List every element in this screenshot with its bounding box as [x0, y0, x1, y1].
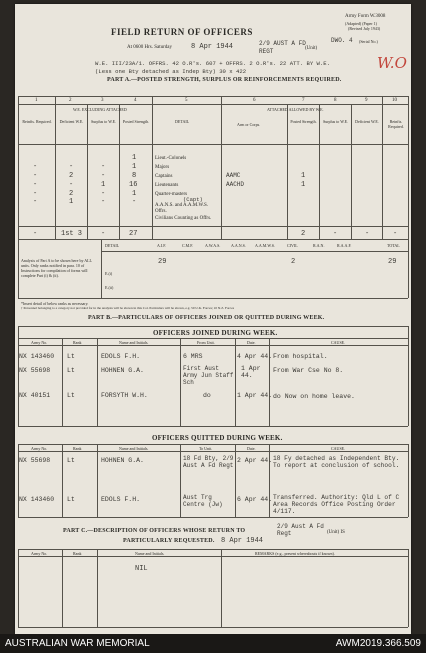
analysis-aif-value: 29 [158, 258, 167, 266]
note-2: † Personnel belonging to a category not provided for in the analysis will be shown in this Col. Particulars will be shown, e.g. 50 U.K. Forces; 10 N.Z. Forces [21, 306, 235, 310]
quitted-army-no: NX 55698 [19, 457, 51, 464]
deficient-value: 1 [69, 198, 74, 206]
col-head: Surplus to W.E. [90, 119, 117, 124]
total-att-surplus: - [333, 230, 338, 238]
surplus-value: - [101, 190, 106, 198]
col-head: Posted Strength. [290, 119, 317, 124]
unit-typed: 2/9 AUST A FD REGT [259, 40, 306, 55]
arm-corps-value: AAMC [226, 172, 241, 179]
col-number: 10 [392, 98, 397, 103]
total-att-reinf: - [393, 230, 398, 238]
form-title: FIELD RETURN OF OFFICERS [111, 27, 253, 37]
joined-col-head: Army No. [31, 340, 48, 345]
col-number: 9 [365, 98, 368, 103]
reinf-value: - [33, 190, 38, 198]
col-number: 2 [69, 98, 72, 103]
group-left-header: W.E. EXCLUDING ATTACHED [73, 107, 127, 112]
analysis-total-value: 29 [388, 258, 397, 266]
posted-value: 8 [132, 172, 137, 180]
part-b-title: PART B.—PARTICULARS OF OFFICERS JOINED OR QUITTED DURING WEEK. [88, 315, 325, 321]
joined-col-head: From Unit. [197, 340, 215, 345]
part-c-nil: NIL [135, 565, 148, 573]
joined-rank: Lt [67, 392, 75, 399]
col-head: Arm or Corps. [237, 122, 261, 127]
col-number: 8 [334, 98, 337, 103]
total-surplus: - [101, 230, 106, 238]
col-number: 6 [253, 98, 256, 103]
part-c-col-head: Name and Initials. [135, 551, 165, 556]
detail-aans: A.A.N.S. and A.A.M.W.S. Offrs. [155, 203, 209, 214]
analysis-label: Analysis of Part A to be shown here by ALL units. Only ranks notified in para. 10 of Instructions for compilation of forms will complete Part (i) & (ii). [21, 258, 92, 278]
total-deficient: 1st 3 [61, 230, 83, 238]
posted-value: 16 [129, 181, 138, 189]
joined-title: OFFICERS JOINED DURING WEEK. [153, 329, 278, 337]
deficient-value: 2 [69, 172, 74, 180]
footer-bar [0, 634, 426, 653]
analysis-row: E.(i) [105, 271, 113, 276]
joined-army-no: NX 143460 [19, 353, 55, 360]
col-head: Reinfts. Required. [22, 119, 52, 124]
detail-captains: Captains [155, 174, 173, 179]
joined-col-head: Date. [247, 340, 256, 345]
col-head: Surplus to W.E. [322, 119, 349, 124]
quitted-col-head: CAUSE. [331, 446, 346, 451]
quitted-col-head: Rank [73, 446, 82, 451]
analysis-head: A.A.M.W.S. [255, 243, 275, 248]
detail-quartermasters: Quarter-masters [155, 192, 188, 197]
deficient-value: - [69, 181, 74, 189]
deficient-value: - [69, 163, 74, 171]
deficient-value: 2 [69, 190, 74, 198]
unit-label: (Unit) [305, 46, 318, 51]
analysis-head: R.A.A.F. [337, 243, 352, 248]
surplus-value: - [101, 198, 106, 206]
total-att-posted: 2 [301, 230, 306, 238]
footer-accession: AWM2019.366.509 [335, 638, 421, 649]
analysis-civil-value: 2 [291, 258, 296, 266]
quitted-cause: 18 Fy detached as Independent Bty. To report at conclusion of school. [273, 455, 400, 469]
quitted-to: Aust Trg Centre (Jw) [183, 494, 223, 508]
joined-rank: Lt [67, 367, 75, 374]
group-right-header: ATTACHED ALLOWED BY W.E. [267, 107, 324, 112]
joined-date: 1 Apr 44. [241, 365, 261, 379]
quitted-col-head: Date. [247, 446, 256, 451]
analysis-head: TOTAL [387, 243, 400, 248]
quitted-to: 18 Fd Bty, 2/9 Aust A Fd Regt [183, 455, 234, 469]
analysis-head: R.A.N. [313, 243, 325, 248]
part-a-title: PART A.—POSTED STRENGTH, SURPLUS OR REINFORCEMENTS REQUIRED. [107, 77, 342, 83]
joined-from: 6 MRS [183, 353, 203, 360]
serial-label: (Serial No.) [359, 39, 378, 44]
joined-rank: Lt [67, 353, 75, 360]
col-head: DETAIL [175, 119, 190, 124]
col-head: Posted Strength. [122, 119, 150, 124]
quitted-rank: Lt [67, 496, 75, 503]
col-number: 4 [134, 98, 137, 103]
analysis-head: CIVIL [287, 243, 298, 248]
joined-col-head: Rank [73, 340, 82, 345]
posted-value: 1 [132, 154, 137, 162]
analysis-head: A.W.A.S. [205, 243, 221, 248]
joined-from: do [203, 392, 211, 399]
joined-col-head: CAUSE. [331, 340, 346, 345]
analysis-head: A.A.N.S. [231, 243, 246, 248]
part-c-title-b: PARTICULARLY REQUESTED. [123, 538, 215, 544]
part-c-title-a: PART C.—DESCRIPTION OF OFFICERS WHOSE RETURN TO [63, 528, 246, 534]
note-1: *Insert detail of below ranks as necessary. [21, 301, 89, 306]
joined-army-no: NX 55698 [19, 367, 51, 374]
joined-date: 4 Apr 44. [237, 353, 273, 360]
footer-credit: AUSTRALIAN WAR MEMORIAL [5, 638, 150, 649]
detail-lieutenants: Lieutenants [155, 183, 179, 188]
joined-cause: From hospital. [273, 353, 328, 360]
col-number: 7 [302, 98, 305, 103]
quitted-date: 2 Apr 44. [237, 457, 273, 464]
surplus-value: 1 [101, 181, 106, 189]
joined-cause: do Now on home leave. [273, 393, 355, 400]
detail-majors: Majors [155, 165, 170, 170]
reinf-value: - [33, 198, 38, 206]
col-number: 1 [35, 98, 38, 103]
quitted-date: 6 Apr 44. [237, 496, 273, 503]
analysis-head: A.I.F. [157, 243, 167, 248]
serial-typed: DWO. 4 [331, 37, 353, 44]
analysis-row: E.(ii) [105, 285, 114, 290]
we-line: W.E. III/23A/1. OFFRS. 42 O.R's. 607 + OFFRS. 2 O.R's. 22 ATT. BY W.E. [95, 60, 330, 67]
posted-value: 1 [132, 190, 137, 198]
quitted-col-head: Name and Initials. [119, 446, 149, 451]
joined-from: First Aust Army Jun Staff Sch [183, 365, 234, 386]
quitted-rank: Lt [67, 457, 75, 464]
total-posted: 27 [129, 230, 138, 238]
part-c-col-head: Rank [73, 551, 82, 556]
date-typed: 8 Apr 1944 [191, 43, 234, 51]
quitted-title: OFFICERS QUITTED DURING WEEK. [152, 434, 283, 442]
we-sub: (Less one Bty detached as Indep Bty) 30 x 422 [95, 68, 247, 75]
posted-value: 1 [132, 163, 137, 171]
att-posted-value: 1 [301, 181, 306, 189]
part-c-date-typed: 8 Apr 1944 [221, 537, 264, 545]
form-ref: Army Form W.3008 [345, 14, 386, 19]
analysis-head: C.M.F. [182, 243, 194, 248]
arm-corps-value: AACHD [226, 181, 245, 188]
part-c-unit-label: (Unit) IS [327, 530, 345, 535]
joined-cause: From War Cse No 8. [273, 367, 344, 374]
joined-name: HOHNEN G.A. [101, 367, 144, 374]
col-number: 3 [101, 98, 104, 103]
total-att-deficient: - [365, 230, 370, 238]
form-ref-3: (Revised July 1943) [348, 26, 381, 31]
quitted-name: EDOLS F.H. [101, 496, 141, 503]
total-reinf: - [33, 230, 38, 238]
joined-army-no: NX 40151 [19, 392, 51, 399]
analysis-head: DETAIL [105, 243, 120, 248]
reinf-value: - [33, 172, 38, 180]
quitted-army-no: NX 143460 [19, 496, 55, 503]
capt-note: (Capt) [183, 196, 203, 203]
quitted-cause: Transferred. Authority: Qld L of C Area Records Office Posting Order 4/117. [273, 494, 400, 515]
reinf-value: - [33, 163, 38, 171]
col-number: 5 [185, 98, 188, 103]
quitted-col-head: To Unit. [199, 446, 213, 451]
joined-date: 1 Apr 44. [237, 392, 273, 399]
part-c-unit-typed: 2/9 Aust A Fd Regt [277, 523, 324, 537]
posted-value: - [132, 198, 137, 206]
joined-name: EDOLS F.H. [101, 353, 141, 360]
detail-lt-col: Lieut.-Colonels [155, 156, 187, 161]
quitted-col-head: Army No. [31, 446, 48, 451]
col-head: Reinfts. Required. [388, 119, 404, 129]
form-ref-2: (Adapted) (Paper 1) [345, 21, 377, 26]
detail-civilians: Civilians Counting as Offrs. [155, 216, 212, 221]
reinf-value: - [33, 181, 38, 189]
col-head: Deficient W.E. [355, 119, 379, 124]
part-c-col-head: Army No. [31, 551, 48, 556]
col-head: Deficient W.E. [59, 119, 84, 124]
handwritten-mark: W.O [377, 54, 407, 72]
document-sheet [15, 4, 411, 634]
surplus-value: - [101, 172, 106, 180]
joined-name: FORSYTH W.H. [101, 392, 148, 399]
surplus-value: - [101, 163, 106, 171]
at-label: At 0600 Hrs. Saturday [127, 45, 172, 50]
joined-col-head: Name and Initials. [119, 340, 149, 345]
part-c-col-head: REMARKS (e.g., present whereabouts if known). [255, 551, 335, 556]
quitted-name: HOHNEN G.A. [101, 457, 144, 464]
att-posted-value: 1 [301, 172, 306, 180]
